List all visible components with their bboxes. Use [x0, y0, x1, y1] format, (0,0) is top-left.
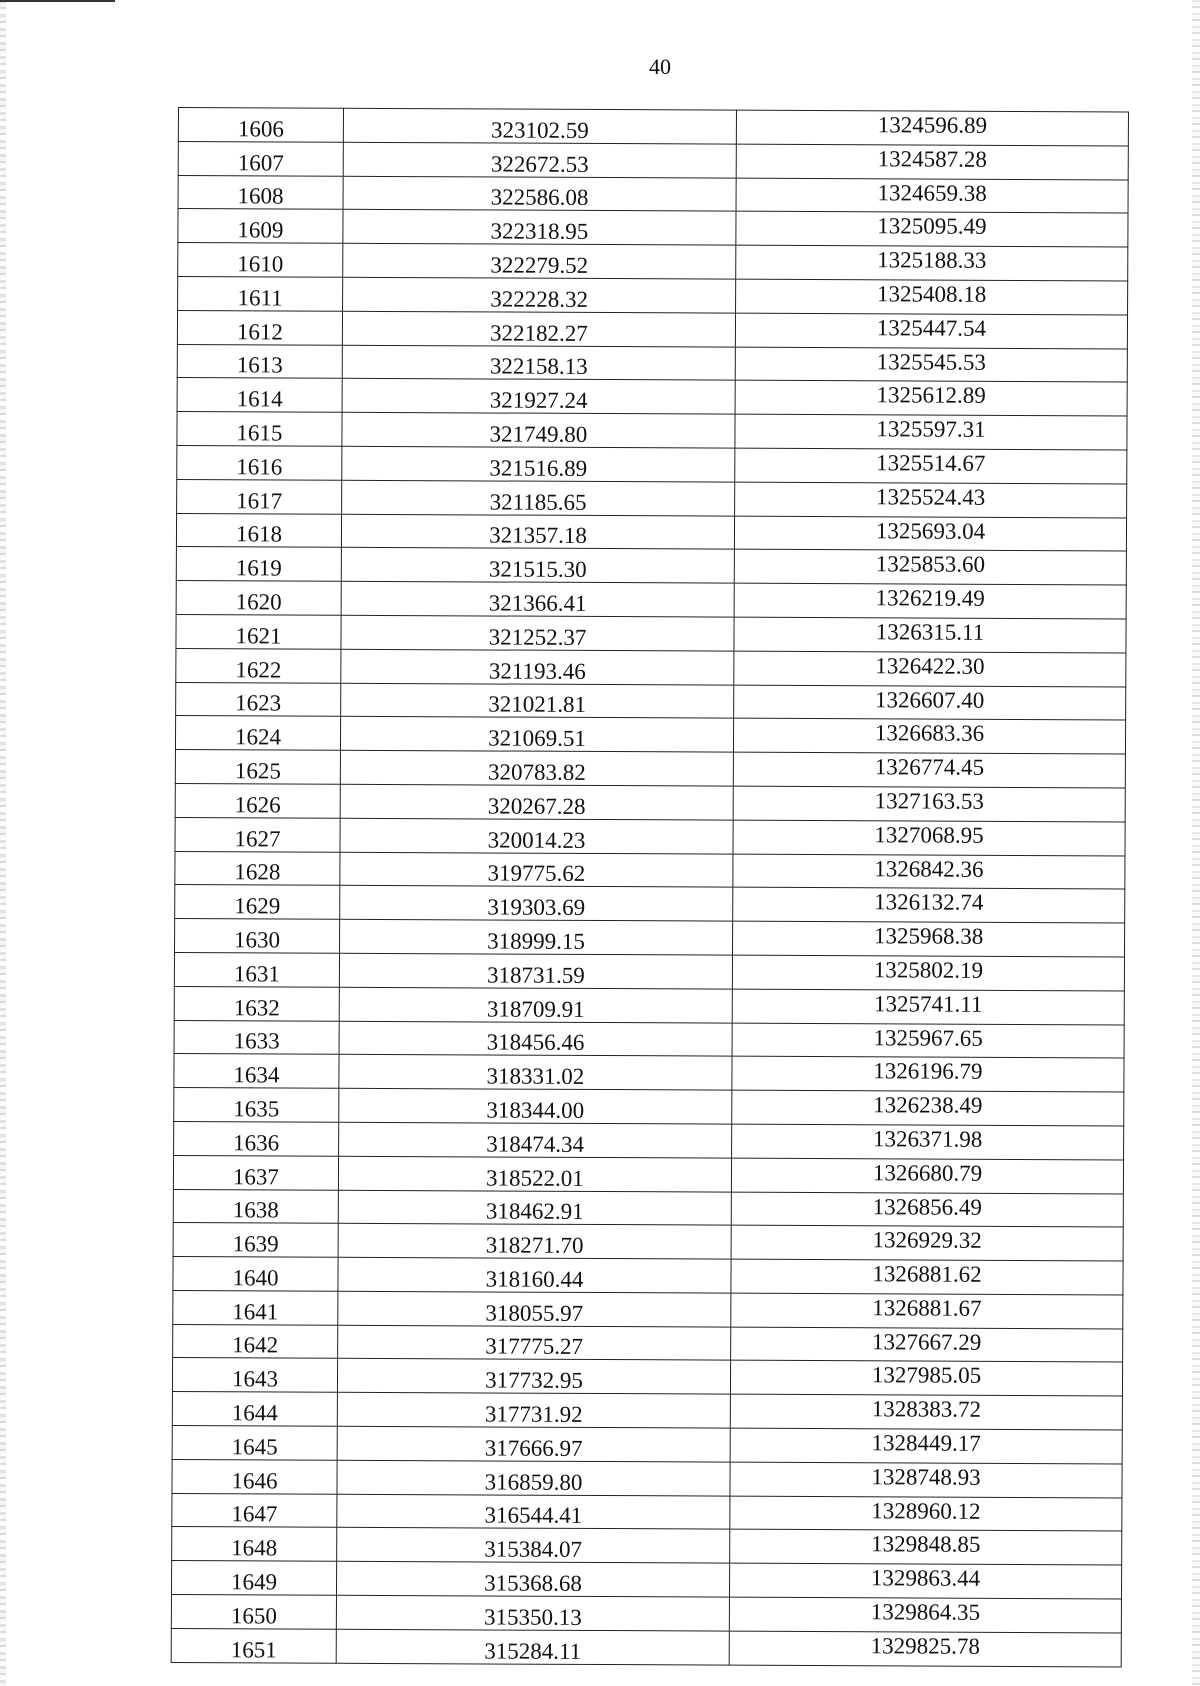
point-number-cell: 1636 [174, 1121, 339, 1156]
x-coordinate-cell: 321185.65 [342, 480, 735, 516]
y-coordinate-cell: 1325514.67 [735, 448, 1127, 484]
y-coordinate-cell: 1329864.35 [729, 1597, 1121, 1633]
y-coordinate-cell: 1325408.18 [736, 279, 1128, 315]
x-coordinate-cell: 322318.95 [343, 210, 736, 246]
table-row [178, 108, 1128, 146]
y-coordinate-cell: 1329825.78 [729, 1631, 1121, 1667]
table-row [177, 378, 1127, 416]
table-row [176, 547, 1126, 585]
table-row [172, 1392, 1122, 1430]
table-row [176, 614, 1126, 652]
table-row [173, 1189, 1123, 1227]
table-row [176, 648, 1126, 686]
x-coordinate-cell: 321021.81 [341, 683, 734, 719]
point-number-cell: 1633 [174, 1020, 339, 1055]
point-number-cell: 1613 [177, 344, 342, 379]
y-coordinate-cell: 1326315.11 [734, 617, 1126, 653]
table-row [176, 581, 1126, 619]
point-number-cell: 1639 [173, 1223, 338, 1258]
x-coordinate-cell: 322158.13 [342, 345, 735, 381]
x-coordinate-cell: 320014.23 [340, 818, 733, 854]
coordinates-table [171, 107, 1129, 1667]
x-coordinate-cell: 317732.95 [337, 1359, 730, 1395]
x-coordinate-cell: 318522.01 [338, 1156, 731, 1192]
table-row [177, 479, 1127, 517]
point-number-cell: 1610 [178, 243, 343, 278]
y-coordinate-cell: 1326371.98 [732, 1124, 1124, 1160]
table-row [171, 1595, 1121, 1633]
y-coordinate-cell: 1324587.28 [736, 144, 1128, 180]
y-coordinate-cell: 1325802.19 [732, 955, 1124, 991]
y-coordinate-cell: 1327985.05 [730, 1361, 1122, 1397]
point-number-cell: 1621 [176, 614, 341, 649]
y-coordinate-cell: 1325447.54 [735, 313, 1127, 349]
x-coordinate-cell: 318160.44 [338, 1257, 731, 1293]
table-row [175, 716, 1125, 754]
y-coordinate-cell: 1326132.74 [733, 887, 1125, 923]
y-coordinate-cell: 1324596.89 [736, 110, 1128, 146]
table-row [178, 243, 1128, 281]
y-coordinate-cell: 1326774.45 [733, 752, 1125, 788]
table-row [171, 1628, 1121, 1666]
point-number-cell: 1638 [173, 1189, 338, 1224]
table-row [177, 445, 1127, 483]
x-coordinate-cell: 320267.28 [340, 784, 733, 820]
y-coordinate-cell: 1326238.49 [732, 1090, 1124, 1126]
table-row [174, 986, 1124, 1024]
point-number-cell: 1624 [175, 716, 340, 751]
x-coordinate-cell: 318731.59 [339, 953, 732, 989]
point-number-cell: 1643 [172, 1358, 337, 1393]
y-coordinate-cell: 1329863.44 [729, 1563, 1121, 1599]
y-coordinate-cell: 1325853.60 [734, 549, 1126, 585]
y-coordinate-cell: 1328383.72 [730, 1394, 1122, 1430]
y-coordinate-cell: 1325693.04 [734, 516, 1126, 552]
scan-edge-right [1192, 0, 1200, 1686]
table-row [174, 1020, 1124, 1058]
x-coordinate-cell: 319775.62 [340, 852, 733, 888]
x-coordinate-cell: 316544.41 [337, 1494, 730, 1530]
x-coordinate-cell: 315350.13 [336, 1595, 729, 1631]
x-coordinate-cell: 321749.80 [342, 412, 735, 448]
x-coordinate-cell: 315284.11 [336, 1629, 729, 1665]
y-coordinate-cell: 1327667.29 [731, 1327, 1123, 1363]
x-coordinate-cell: 322182.27 [342, 311, 735, 347]
table-row [177, 412, 1127, 450]
y-coordinate-cell: 1325967.65 [732, 1023, 1124, 1059]
x-coordinate-cell: 318344.00 [339, 1088, 732, 1124]
point-number-cell: 1647 [172, 1493, 337, 1528]
y-coordinate-cell: 1326219.49 [734, 583, 1126, 619]
x-coordinate-cell: 322672.53 [343, 142, 736, 178]
point-number-cell: 1637 [173, 1155, 338, 1190]
point-number-cell: 1616 [177, 445, 342, 480]
table-row [172, 1493, 1122, 1531]
y-coordinate-cell: 1326422.30 [734, 651, 1126, 687]
point-number-cell: 1630 [175, 919, 340, 954]
y-coordinate-cell: 1326881.62 [731, 1259, 1123, 1295]
x-coordinate-cell: 321366.41 [341, 581, 734, 617]
table-row [174, 1054, 1124, 1092]
table-row [178, 175, 1128, 213]
x-coordinate-cell: 321516.89 [342, 446, 735, 482]
table-row [173, 1155, 1123, 1193]
point-number-cell: 1617 [177, 479, 342, 514]
y-coordinate-cell: 1328449.17 [730, 1428, 1122, 1464]
point-number-cell: 1632 [174, 986, 339, 1021]
point-number-cell: 1628 [175, 851, 340, 886]
x-coordinate-cell: 318055.97 [338, 1291, 731, 1327]
point-number-cell: 1629 [175, 885, 340, 920]
table-row [176, 513, 1126, 551]
table-row [172, 1426, 1122, 1464]
y-coordinate-cell: 1326196.79 [732, 1056, 1124, 1092]
table-row [177, 344, 1127, 382]
y-coordinate-cell: 1329848.85 [730, 1530, 1122, 1566]
point-number-cell: 1618 [176, 513, 341, 548]
table-row [173, 1290, 1123, 1328]
point-number-cell: 1623 [176, 682, 341, 717]
table-row [175, 817, 1125, 855]
x-coordinate-cell: 317666.97 [337, 1426, 730, 1462]
y-coordinate-cell: 1325612.89 [735, 381, 1127, 417]
y-coordinate-cell: 1328748.93 [730, 1462, 1122, 1498]
table-row [172, 1459, 1122, 1497]
x-coordinate-cell: 316859.80 [337, 1460, 730, 1496]
top-rule-mark [0, 0, 115, 2]
point-number-cell: 1649 [171, 1561, 336, 1596]
table-row [174, 952, 1124, 990]
table-row [178, 209, 1128, 247]
x-coordinate-cell: 322228.32 [343, 277, 736, 313]
x-coordinate-cell: 317731.92 [337, 1393, 730, 1429]
point-number-cell: 1620 [176, 581, 341, 616]
y-coordinate-cell: 1324659.38 [736, 178, 1128, 214]
table-row [178, 141, 1128, 179]
point-number-cell: 1622 [176, 648, 341, 683]
x-coordinate-cell: 318456.46 [339, 1021, 732, 1057]
y-coordinate-cell: 1326680.79 [731, 1158, 1123, 1194]
point-number-cell: 1609 [178, 209, 343, 244]
y-coordinate-cell: 1328960.12 [730, 1496, 1122, 1532]
y-coordinate-cell: 1326881.67 [731, 1293, 1123, 1329]
table-row [174, 1121, 1124, 1159]
y-coordinate-cell: 1326607.40 [734, 685, 1126, 721]
table-row [173, 1257, 1123, 1295]
y-coordinate-cell: 1325188.33 [736, 245, 1128, 281]
y-coordinate-cell: 1327163.53 [733, 786, 1125, 822]
point-number-cell: 1650 [171, 1595, 336, 1630]
y-coordinate-cell: 1325524.43 [735, 482, 1127, 518]
x-coordinate-cell: 321069.51 [340, 717, 733, 753]
point-number-cell: 1626 [175, 783, 340, 818]
y-coordinate-cell: 1325597.31 [735, 414, 1127, 450]
x-coordinate-cell: 315384.07 [337, 1528, 730, 1564]
y-coordinate-cell: 1326842.36 [733, 854, 1125, 890]
table-row [178, 276, 1128, 314]
point-number-cell: 1644 [172, 1392, 337, 1427]
coordinates-table-body [171, 108, 1128, 1667]
table-row [175, 783, 1125, 821]
x-coordinate-cell: 318462.91 [338, 1190, 731, 1226]
x-coordinate-cell: 318271.70 [338, 1224, 731, 1260]
table-row [172, 1358, 1122, 1396]
table-row [173, 1324, 1123, 1362]
x-coordinate-cell: 318474.34 [339, 1122, 732, 1158]
point-number-cell: 1648 [172, 1527, 337, 1562]
table-row [176, 682, 1126, 720]
point-number-cell: 1614 [177, 378, 342, 413]
x-coordinate-cell: 321252.37 [341, 615, 734, 651]
point-number-cell: 1607 [178, 141, 343, 176]
table-row [173, 1223, 1123, 1261]
x-coordinate-cell: 317775.27 [338, 1325, 731, 1361]
page-number: 40 [649, 54, 671, 79]
x-coordinate-cell: 321515.30 [341, 548, 734, 584]
y-coordinate-cell: 1325741.11 [732, 989, 1124, 1025]
x-coordinate-cell: 321357.18 [341, 514, 734, 550]
table-row [175, 851, 1125, 889]
x-coordinate-cell: 318709.91 [339, 987, 732, 1023]
point-number-cell: 1642 [173, 1324, 338, 1359]
y-coordinate-cell: 1325545.53 [735, 347, 1127, 383]
point-number-cell: 1651 [171, 1628, 336, 1663]
x-coordinate-cell: 321193.46 [341, 649, 734, 685]
point-number-cell: 1611 [178, 276, 343, 311]
x-coordinate-cell: 318331.02 [339, 1055, 732, 1091]
table-row [177, 310, 1127, 348]
point-number-cell: 1646 [172, 1459, 337, 1494]
point-number-cell: 1625 [175, 750, 340, 785]
x-coordinate-cell: 321927.24 [342, 379, 735, 415]
point-number-cell: 1641 [173, 1290, 338, 1325]
x-coordinate-cell: 318999.15 [340, 919, 733, 955]
point-number-cell: 1615 [177, 412, 342, 447]
point-number-cell: 1640 [173, 1257, 338, 1292]
point-number-cell: 1619 [176, 547, 341, 582]
point-number-cell: 1627 [175, 817, 340, 852]
table-row [171, 1561, 1121, 1599]
x-coordinate-cell: 322586.08 [343, 176, 736, 212]
scan-edge-left [0, 0, 6, 1686]
point-number-cell: 1608 [178, 175, 343, 210]
y-coordinate-cell: 1326856.49 [731, 1192, 1123, 1228]
table-row [175, 750, 1125, 788]
x-coordinate-cell: 322279.52 [343, 243, 736, 279]
point-number-cell: 1635 [174, 1088, 339, 1123]
point-number-cell: 1606 [178, 108, 343, 143]
y-coordinate-cell: 1325968.38 [733, 921, 1125, 957]
x-coordinate-cell: 319303.69 [340, 886, 733, 922]
y-coordinate-cell: 1325095.49 [736, 212, 1128, 248]
y-coordinate-cell: 1326929.32 [731, 1225, 1123, 1261]
x-coordinate-cell: 320783.82 [340, 750, 733, 786]
x-coordinate-cell: 315368.68 [336, 1562, 729, 1598]
y-coordinate-cell: 1327068.95 [733, 820, 1125, 856]
y-coordinate-cell: 1326683.36 [733, 718, 1125, 754]
table-row [175, 919, 1125, 957]
point-number-cell: 1612 [177, 310, 342, 345]
table-row [172, 1527, 1122, 1565]
point-number-cell: 1634 [174, 1054, 339, 1089]
x-coordinate-cell: 323102.59 [343, 108, 736, 144]
point-number-cell: 1645 [172, 1426, 337, 1461]
table-row [174, 1088, 1124, 1126]
table-row [175, 885, 1125, 923]
point-number-cell: 1631 [174, 952, 339, 987]
